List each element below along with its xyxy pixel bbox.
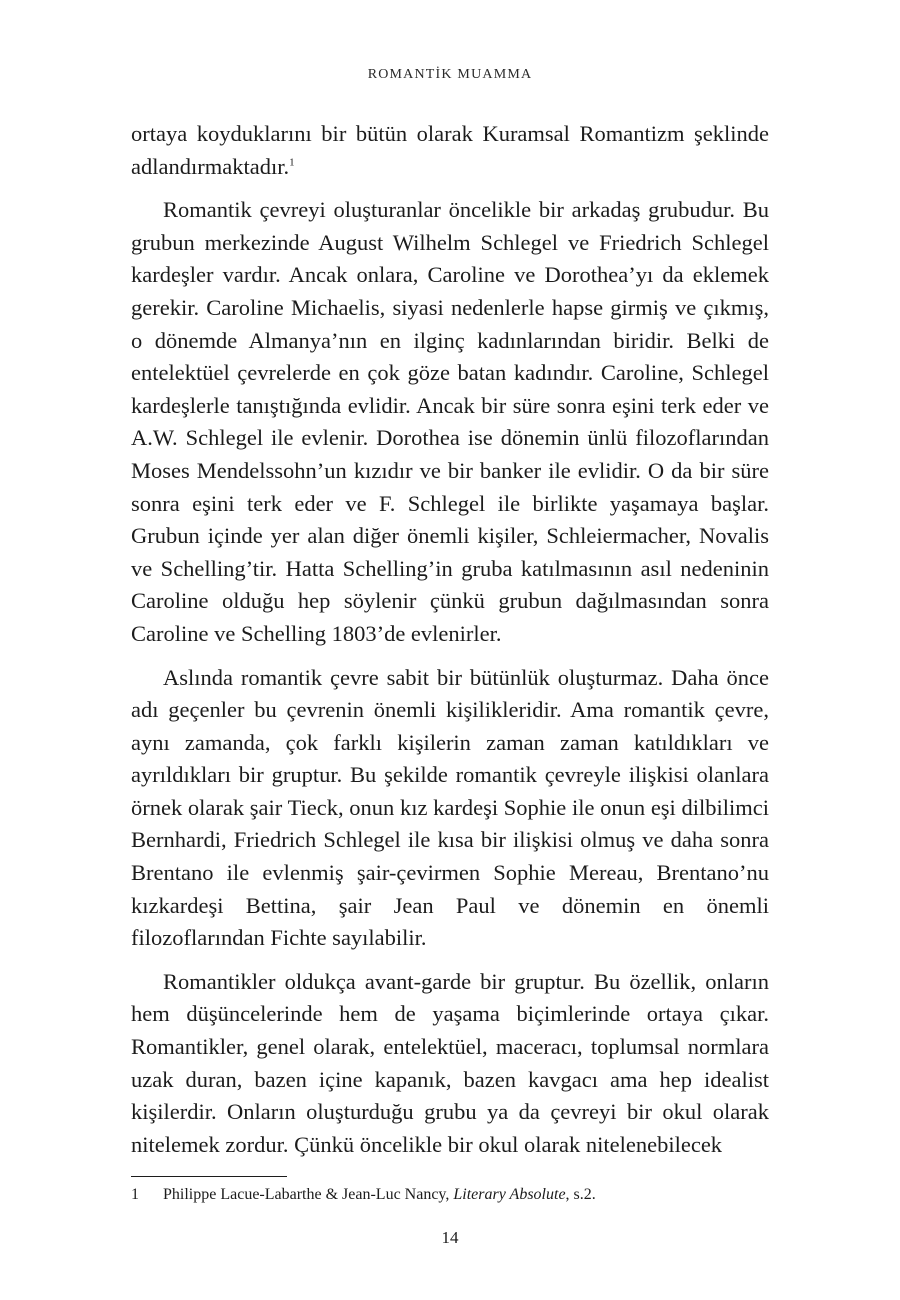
body-text <box>131 118 769 1172</box>
paragraph-3: Aslında romantik çevre sabit bir bütünlük oluşturmaz. Daha önce adı geçenler bu çevrenin önemli kişilikleridir. Ama romantik çevre, aynı zamanda, çok farklı kişilerin zaman zaman katıldıkları ve ayrıldıkları bir gruptur. Bu şekilde romantik çevreyle ilişkisi olanlara örnek olarak şair Tieck, onun kız kardeşi Sophie ile onun eşi dilbilimci Bernhardi, Friedrich Schlegel ile kısa bir ilişkisi olmuş ve daha sonra Brentano ile evlenmiş şair-çevirmen Sophie Mereau, Brentano’nu kızkardeşi Bettina, şair Jean Paul ve dönemin en önemli filozoflarından Fichte sayılabilir. <box>131 664 769 951</box>
footnote-text-after: , s.2. <box>565 1186 596 1203</box>
paragraph-2: Romantik çevreyi oluşturanlar öncelikle bir arkadaş grubudur. Bu grubun merkezinde August Wilhelm Schlegel ve Friedrich Schlegel kardeşler vardır. Ancak onlara, Caroline ve Dorothea’yı da eklemek gerekir. Caroline Michaelis, siyasi nedenlerle hapse girmiş ve çıkmış, o dönemde Almanya’nın en ilginç kadınlarından biridir. Belki de entelektüel çevrelerde en çok göze batan kadındır. Caroline, Schlegel kardeşlerle tanıştığında evlidir. Ancak bir süre sonra eşini terk eder ve A.W. Schlegel ile evlenir. Dorothea ise dönemin ünlü filozoflarından Moses Mendelssohn’un kızıdır ve bir banker ile evlidir. O da bir süre sonra eşini terk eder ve F. Schlegel ile birlikte yaşamaya başlar. Grubun içinde yer alan diğer önemli kişiler, Schleiermacher, Novalis ve Schelling’tir. Hatta Schelling’in gruba katılmasının asıl nedeninin Caroline olduğu hep söylenir çünkü grubun dağılmasından sonra Caroline ve Schelling 1803’de evlenirler. <box>131 197 769 646</box>
footnote <box>131 1184 769 1206</box>
running-head: ROMANTİK MUAMMA <box>367 67 533 82</box>
paragraph-1 <box>131 118 769 183</box>
footnote-separator <box>131 1176 287 1177</box>
paragraph-4: Romantikler oldukça avant-garde bir gruptur. Bu özellik, onların hem düşüncelerinde hem de yaşama biçimlerinde ortaya çıkar. Romantikler, genel olarak, entelektüel, maceracı, toplumsal normlara uzak duran, bazen içine kapanık, bazen kavgacı ama hep idealist kişilerdir. Onların oluşturduğu grubu ya da çevreyi bir okul olarak nitelemek zordur. Çünkü öncelikle bir okul olarak nitelenebilecek <box>131 968 769 1157</box>
footnote-text-before: Philippe Lacue-Labarthe & Jean-Luc Nancy, <box>163 1186 454 1203</box>
footnote-ref[interactable]: 1 <box>289 156 295 169</box>
paragraph-1-text: ortaya koyduklarını bir bütün olarak Kuramsal Romantizm şeklinde adlandırmaktadır. <box>131 121 769 179</box>
footnote-title: Literary Absolute <box>453 1186 566 1203</box>
page-number: 14 <box>441 1228 459 1247</box>
footnote-number: 1 <box>131 1186 139 1203</box>
